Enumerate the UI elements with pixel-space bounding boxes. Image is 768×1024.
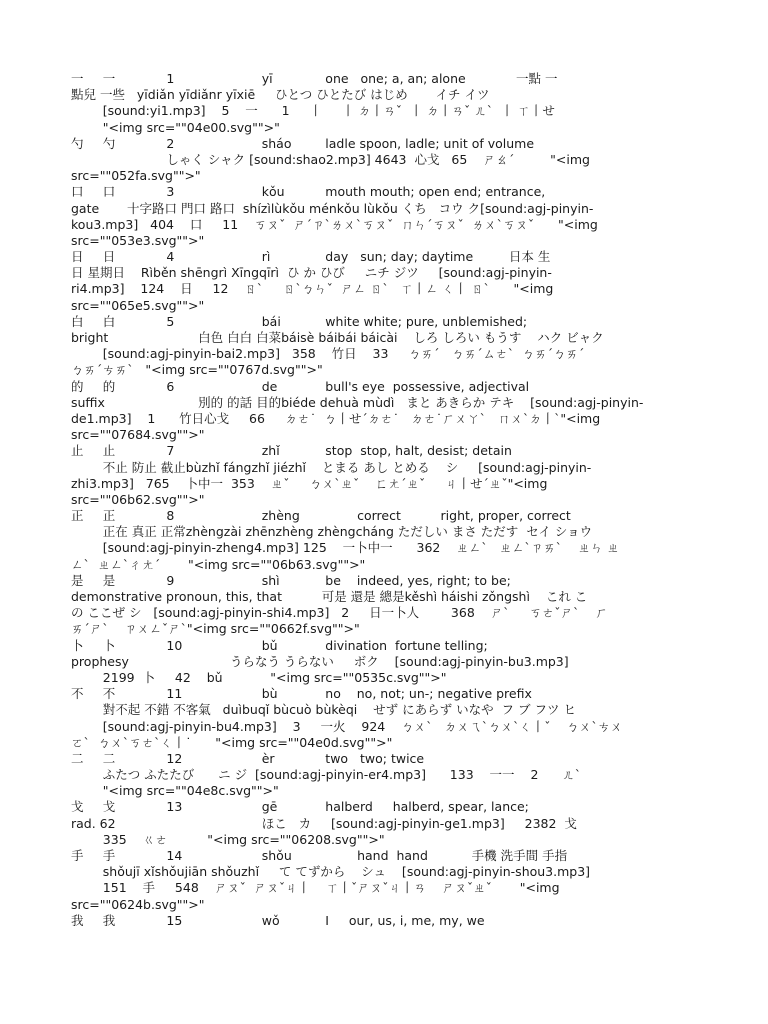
document-line: 止 止 7 zhǐ stop stop, halt, desist; detain [71, 443, 512, 459]
document-line: 335 ㄍㄜ "<img src=""06208.svg"">" [71, 831, 385, 847]
document-line: [sound:agj-pinyin-zheng4.mp3] 125 一卜中一 362 ㄓㄥˋ ㄓㄥˋㄗㄞˋ ㄓㄣ ㄓ [71, 540, 620, 556]
document-line: ㄅㄞˊㄘㄞˋ "<img src=""0767d.svg"">" [71, 362, 323, 378]
document-line: 戈 戈 13 gē halberd halberd, spear, lance; [71, 799, 529, 815]
document-line: src=""052fa.svg"">" [71, 168, 201, 184]
document-line: de1.mp3] 1 竹日心戈 66 ㄉㄜ˙ ㄅ丨せˊㄉㄜ˙ ㄉㄜ˙ㄏㄨㄚˋ ㄇㄨˋㄉ丨ˋ"<img [71, 410, 601, 426]
document-line: 日 星期日 Rìběn shēngrì Xīngqīrì ひ か ひび ニチ ジツ [sound:agj-pinyin- [71, 265, 552, 281]
document-line: src=""07684.svg"">" [71, 427, 205, 443]
document-line: 2199 卜 42 bǔ "<img src=""0535c.svg"">" [71, 669, 447, 685]
document-line: 白 白 5 bái white white; pure, unblemished; [71, 313, 528, 329]
document-line: 不 不 11 bù no no, not; un-; negative prefix [71, 686, 532, 702]
document-line: 勺 勺 2 sháo ladle spoon, ladle; unit of volume [71, 135, 535, 151]
document-line: 不止 防止 截止bùzhǐ fángzhǐ jiézhǐ とまる あし とめる シ [sound:agj-pinyin- [71, 459, 592, 475]
document-line: 正在 真正 正常zhèngzài zhēnzhèng zhèngcháng ただしい まさ ただす セイ ショウ [71, 524, 593, 540]
document-line: [sound:agj-pinyin-bai2.mp3] 358 竹日 33 ㄅㄞˊ ㄅㄞˊㄙㄜˋ ㄅㄞˊㄅㄞˊ [71, 346, 585, 362]
document-line: zhi3.mp3] 765 卜中一 353 ㄓˇ ㄅㄨˋㄓˇ ㄈㄤˊㄓˇ ㄐ丨せˊㄓˇ"<img [71, 475, 548, 491]
document-line: 點兒 一些 yīdiǎn yīdiǎnr yīxiē ひとつ ひとたび はじめ イチ イツ [71, 87, 490, 103]
document-line: 卜 卜 10 bǔ divination fortune telling; [71, 637, 488, 653]
document-line: 的 的 6 de bull's eye possessive, adjectival [71, 378, 530, 394]
document-line: "<img src=""04e00.svg"">" [71, 119, 280, 135]
document-line: src=""06b62.svg"">" [71, 491, 205, 507]
document-line: ri4.mp3] 124 日 12 ㄖˋ ㄖˋㄅㄣˇ ㄕㄥ ㄖˋ ㄒ丨ㄥ ㄑ丨 ㄖˋ "<img [71, 281, 554, 297]
document-line: ふたつ ふたたび ニ ジ [sound:agj-pinyin-er4.mp3] 133 一一 2 ㄦˋ [71, 767, 581, 783]
document-line: 我 我 15 wǒ I our, us, i, me, my, we [71, 912, 485, 928]
document-line: shǒujī xǐshǒujiān shǒuzhǐ て てずから シュ [sound:agj-pinyin-shou3.mp3] [71, 864, 591, 880]
document-line: kou3.mp3] 404 口 11 ㄎㄡˇ ㄕˊㄗˋㄌㄨˋㄎㄡˇ ㄇㄣˊㄎㄡˇ ㄌㄨˋㄎㄡˇ "<img [71, 216, 598, 232]
document-line: bright 白色 白白 白菜báisè báibái báicài しろ しろい もうす ハク ビャク [71, 330, 604, 345]
document-line: src=""0624b.svg"">" [71, 896, 205, 912]
document-line: ㄞˊㄕˋ ㄗㄨㄥˇㄕˋ"<img src=""0662f.svg"">" [71, 621, 360, 637]
document-line: gate 十字路口 門口 路口 shízìlùkǒu ménkǒu lùkǒu くち コウ ク[sound:agj-pinyin- [71, 200, 594, 216]
document-line: [sound:agj-pinyin-bu4.mp3] 3 一火 924 ㄅㄨˋ ㄉㄨㄟˋㄅㄨˋㄑ丨ˇ ㄅㄨˋㄘㄨ [71, 718, 623, 734]
document-line: src=""065e5.svg"">" [71, 297, 205, 313]
document-body [71, 71, 699, 929]
document-line: prophesy うらなう うらない ボク [sound:agj-pinyin-bu3.mp3] [71, 653, 569, 669]
document-line: ㄥˋ ㄓㄥˋㄔㄤˊ "<img src=""06b63.svg"">" [71, 556, 366, 572]
document-line: の ここぜ シ [sound:agj-pinyin-shi4.mp3] 2 日一卜人 368 ㄕˋ ㄎㄜˇㄕˋ ㄏ [71, 605, 608, 621]
document-line: 日 日 4 rì day sun; day; daytime 日本 生 [71, 249, 551, 265]
document-line: demonstrative pronoun, this, that 可是 還是 總是kěshì háishi zǒngshì これ こ [71, 589, 588, 604]
document-line: [sound:yi1.mp3] 5 一 1 丨 丨 ㄉ丨ㄢˇ 丨 ㄉ丨ㄢˇ ㄦˋ 丨 ㄒ丨せ [71, 103, 555, 119]
document-line: 一 一 1 yī one one; a, an; alone 一點 一 [71, 71, 558, 86]
document-line: 口 口 3 kǒu mouth mouth; open end; entrance, [71, 184, 546, 200]
document-line: src=""053e3.svg"">" [71, 232, 205, 248]
document-line: ㄛˋ ㄅㄨˋㄎㄜˋㄑ丨˙ "<img src=""04e0d.svg"">" [71, 734, 393, 750]
document-line: 正 正 8 zhèng correct right, proper, correct [71, 508, 571, 524]
document-line: 二 二 12 èr two two; twice [71, 750, 425, 766]
document-line: 手 手 14 shǒu hand hand 手機 洗手間 手指 [71, 848, 568, 863]
document-line: 是 是 9 shì be indeed, yes, right; to be; [71, 572, 511, 588]
document-line: "<img src=""04e8c.svg"">" [71, 783, 279, 799]
document-line: rad. 62 ほこ カ [sound:agj-pinyin-ge1.mp3] 2382 戈 [71, 815, 577, 831]
document-line: suffix 別的 的話 目的biéde dehuà mùdì まと あきらか テキ [sound:agj-pinyin- [71, 394, 644, 410]
document-line: しゃく シャク [sound:shao2.mp3] 4643 心戈 65 ㄕㄠˊ "<img [71, 151, 590, 167]
document-line: 對不起 不錯 不客氣 duìbuqǐ bùcuò bùkèqi せず にあらず いなや フ ブ フツ ヒ [71, 702, 576, 718]
document-line: 151 手 548 ㄕㄡˇ ㄕㄡˇㄐ丨 ㄒ丨ˇㄕㄡˇㄐ丨ㄢ ㄕㄡˇㄓˇ "<img [71, 880, 560, 896]
